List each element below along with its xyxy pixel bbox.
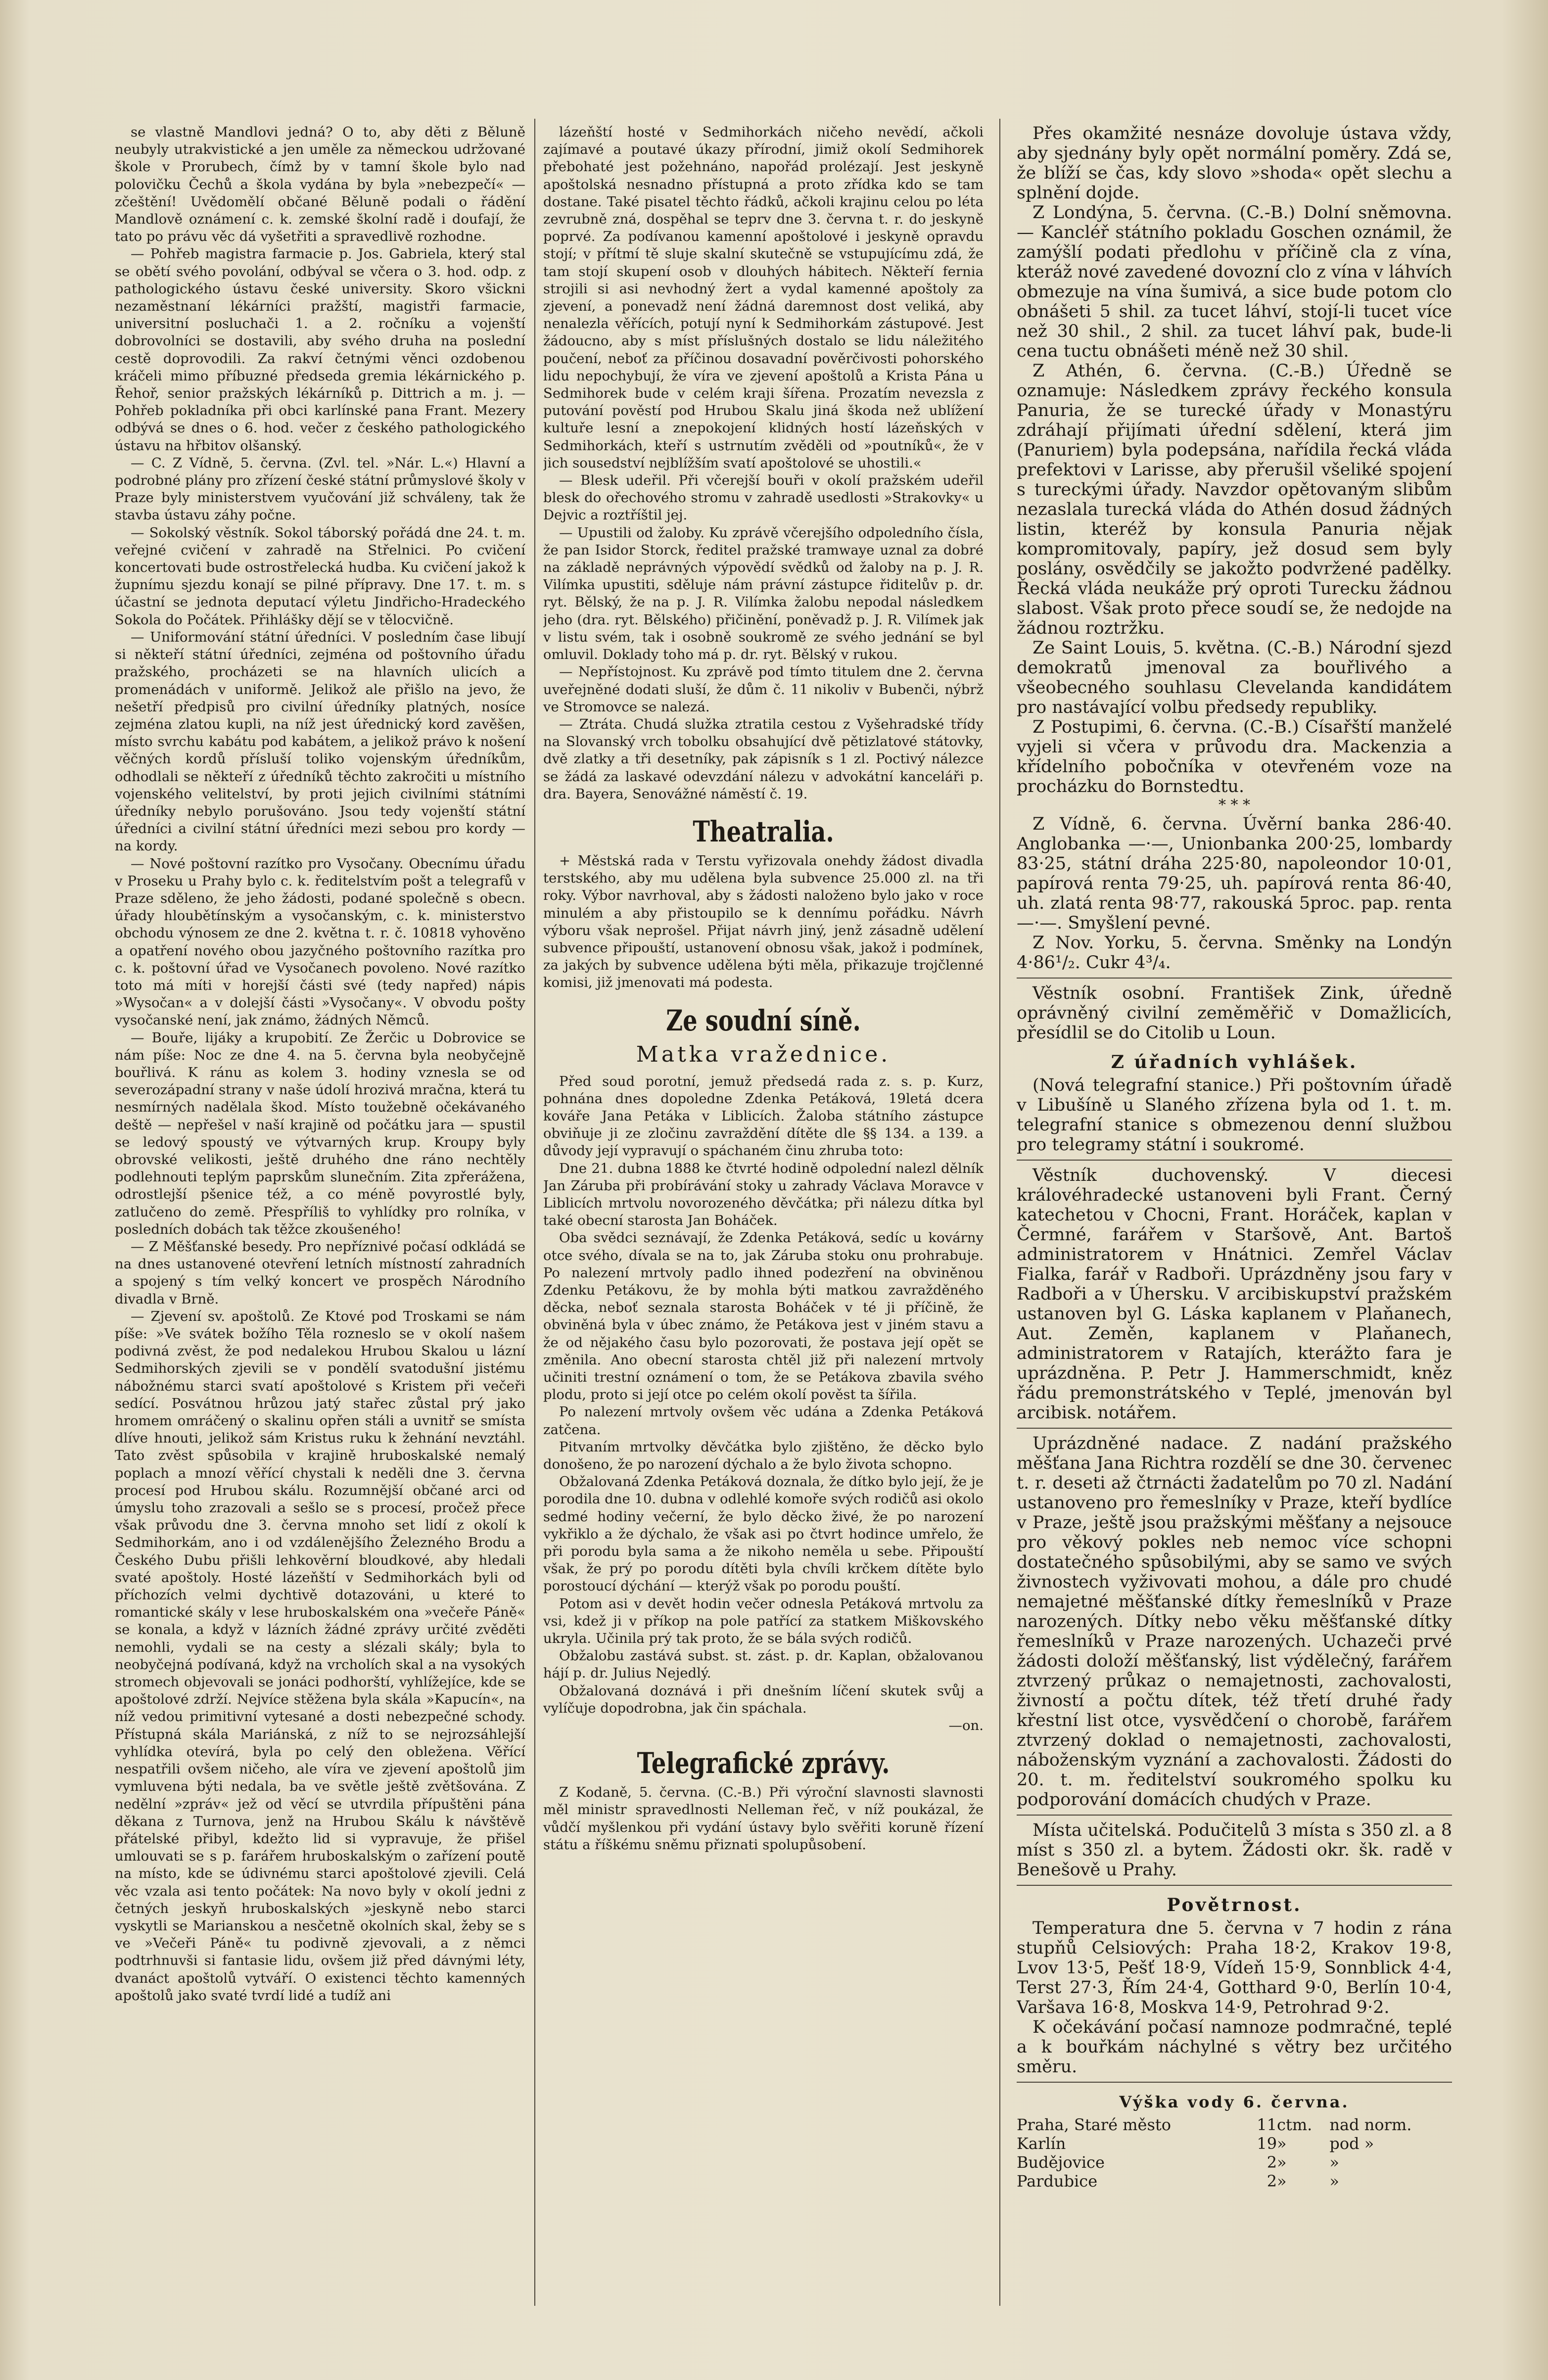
section-heading-office: Z úřadních vyhlášek.	[1111, 1052, 1358, 1073]
water-value: 11	[1257, 2115, 1277, 2134]
author-signature: —on.	[948, 1718, 984, 1734]
article-paragraph: — Bouře, lijáky a krupobití. Ze Žerčic u Dobrovice se nám píše: Noc ze dne 4. na 5. června byla neobyčejně bouřlivá. K ránu as kolem 3. hodiny vznesla se od severozápadní strany v naše údolí hrozivá mračna, která tu nesmírných nadělala škod. Místo toužebně očekávaného deště — nepřešel v naší krajině od počátku jara — spustil se ledový spoustý ve výtvarných krup. Kroupy byly obrovské velikosti, ještě druhého dne ráno nechtěly podlehnouti teplým paprskům slunečním. Zita zpřerážena, odrostlejší pšenice též, a co méně povyrostlé byly, zatlučeno do země. Přespříliš to vyhlídky pro rolníka, v posledních dobách tak těžce zkoušeného!	[115, 1029, 525, 1237]
water-note: »	[1329, 2172, 1339, 2191]
teacher-notice: Místa učitelská. Podučitelů 3 místa s 350 zl. a 8 míst s 350 zl. a bytem. Žádosti okr. šk. radě v Benešově u Prahy.	[1017, 1820, 1452, 1880]
water-value: 2	[1267, 2153, 1277, 2172]
water-unit: ctm.	[1277, 2115, 1313, 2134]
section-heading-water: Výška vody 6. června.	[1119, 2093, 1350, 2111]
water-place: Praha, Staré město	[1017, 2115, 1172, 2134]
water-note: »	[1329, 2153, 1339, 2172]
weather-forecast: K očekávání počasí namnoze podmračné, teplé a k bouřkám náchylné s větry bez určitého směru.	[1017, 2017, 1452, 2077]
personal-news: Věstník osobní. František Zink, úředně oprávněný civilní zeměměřič v Domažlicích, přesídlil se do Citolib u Loun.	[1017, 983, 1452, 1043]
divider	[1017, 1815, 1452, 1816]
column-left	[115, 124, 525, 2311]
article-paragraph: — Sokolský věstník. Sokol táborský pořádá dne 24. t. m. veřejné cvičení v zahradě na Střelnici. Po cvičení koncertovati bude ostrostřelecká hudba. Ku cvičení jakož k župnímu sjezdu konají se pilné přípravy. Dne 17. t. m. s účastní se jednota deputací výletu Jindřicho-Hradeckého Sokola do Počátek. Přihlášky dějí se v tělocvičně.	[115, 524, 525, 628]
clergy-news: Věstník duchovenský. V diecesi královéhradecké ustanoveni byli Frant. Černý katechetou v Chocni, Frant. Horáček, kaplan v Čermné, farářem v Staršově, Ant. Bartoš administratorem v Hnátnici. Zemřel Václav Fialka, farář v Radboři. Uprázdněny jsou fary v Radboři a v Úhersku. V arcibiskupství pražském ustanoven byl G. Láska kaplanem v Plaňanech, Aut. Zeměn, kaplanem v Plaňanech, administratorem v Ratajích, kterážto fara je uprázdněna. P. Petr J. Hammerschmidt, kněz řádu premonstrátského v Teplé, jmenován byl arcibisk. notářem.	[1017, 1166, 1452, 1423]
article-paragraph: Pitvaním mrtvolky děvčátka bylo zjištěno, že děcko bylo donošeno, že po narození dýchalo a že bylo života schopno.	[543, 1439, 984, 1473]
article-paragraph: se vlastně Mandlovi jedná? O to, aby děti z Běluně neubyly utrakvistické a jen uměle za německou udržované škole v Prorubech, čímž by v tamní škole bylo nad polovičku Čechů a škola vydána by byla »nebezpečí« — zčeštění! Uvědomělí občané Běluně podali o řádění Mandlově oznámení c. k. zemské školní radě i doufají, že tato po právu věc dá vyšetřiti a spravedlivě rozhodne.	[115, 124, 525, 245]
water-level-table	[1017, 2115, 1452, 2191]
article-paragraph: — Upustili od žaloby. Ku zprávě včerejšího odpoledního čísla, že pan Isidor Storck, ředitel pražské tramwaye uznal za dobré na základě neprávných výpovědí svědků od žaloby na p. J. R. Vilímka upustiti, sděluje nám právní zástupce řiditelův p. dr. ryt. Bělský, že na p. J. R. Vilímka žalobu nepodal následkem jeho (dra. ryt. Bělského) přičinění, poněvadž p. J. R. Vilímek jak v listu svém, tak i osobně soukromě ze svého jednání se byl omluvil. Doklady toho má p. dr. ryt. Bělský v rukou.	[543, 524, 984, 663]
market-report: Z Vídně, 6. června. Úvěrní banka 286·40. Anglobanka —·—, Unionbanka 200·25, lombardy 83·25, státní dráha 225·80, napoleondor 10·01, papírová renta 79·25, uh. papírová renta 86·40, uh. zlatá renta 98·77, rakouská 5proc. pap. renta —·—. Smyšlení pevné.	[1017, 814, 1452, 933]
article-paragraph: — Pohřeb magistra farmacie p. Jos. Gabriela, který stal se obětí svého povolání, odbýval se včera o 3. hod. odp. z pathologického ústavu české university. Skoro všickni nezaměstnaní lékárníci pražští, magistři farmacie, universitní posluchači 1. a 2. ročníku a vojenští dobrovolníci se dostavili, aby svého druha na poslední cestě doprovodili. Za rakví četnými věnci ozdobenou kráčeli mimo příbuzné předseda gremia lékárnického p. Řehoř, senior pražských lékárníků p. Dittrich a m. j. — Pohřeb pokladníka při obci karlínské pana Frant. Mezery odbývá se dnes o 6. hod. večer z českého pathologického ústavu na hřbitov olšanský.	[115, 246, 525, 454]
table-row	[1017, 2115, 1452, 2134]
article-paragraph: Z Kodaně, 5. června. (C.-B.) Při výroční slavnosti slavnosti měl ministr spravedlnosti Nelleman řeč, v níž poukázal, že vůdčí myšlenkou při vydání ústavy bylo svěřiti koruně řízení státu a říškému sněmu přiznati spolupůsobení.	[543, 1784, 984, 1853]
article-paragraph: — Z Měšťanské besedy. Pro nepříznivé počasí odkládá se na dnes ustanovené otevření letních místností zahradních a spojený s tím velký koncert ve prospěch Národního divadla v Brně.	[115, 1239, 525, 1307]
article-paragraph: — Ztráta. Chudá služka ztratila cestou z Vyšehradské třídy na Slovanský vrch tobolku obsahující dvě pětizlatové státovky, dvě zlatky a tři desetníky, pak zápisník s 1 zl. Poctivý nálezce se žádá za laskavé odevzdání nálezu v advokátní kanceláři p. dra. Bayera, Senovážné náměstí č. 19.	[543, 716, 984, 802]
water-place: Pardubice	[1017, 2172, 1098, 2191]
article-paragraph: Obžalovaná Zdenka Petáková doznala, že dítko bylo její, že je porodila dne 10. dubna v odlehlé komoře svých rodičů asi okolo sedmé hodiny večerní, že bylo děcko živé, že po narození vykřiklo a že dýchalo, že však asi po čtvrt hodince umřelo, že při porodu byla sama a že nikoho neměla u sebe. Připouští však, že prý po porodu dítěti byla chvíli krčkem dítěte bylo porostoucí dýchání — kterýž však po porodu pouští.	[543, 1474, 984, 1594]
section-heading-weather: Povětrnost.	[1167, 1895, 1302, 1915]
water-note: nad norm.	[1329, 2115, 1412, 2134]
article-paragraph: Z Postupimi, 6. června. (C.-B.) Císařští manželé vyjeli si včera v průvodu dra. Mackenzia a křídelního pobočníka v otevřeném voze na procházku do Bornstedtu.	[1017, 717, 1452, 796]
article-paragraph: Po nalezení mrtvoly ovšem věc udána a Zdenka Petáková zatčena.	[543, 1404, 984, 1438]
article-paragraph: Oba svědci seznávají, že Zdenka Petáková, sedíc u kovárny otce svého, dívala se na to, jak Záruba stoku onu prohrabuje. Po nalezení mrtvoly padlo ihned podezření na obviněnou Zdenku Petákovu, že by mohla býti matkou zavražděného děcka, neboť seznala starosta Boháček v té ji příčině, že obviněná byla v úbec známo, že Petákova jest v jiném stavu a že od nějakého času bylo pozorovati, že postava její opět se změnila. Ano obecní starosta chtěl již při nalezení mrtvoly učiniti trestní oznámení o tom, že se Petákova zbavila svého plodu, proto si její otce po celém okolí pověst ta šířila.	[543, 1230, 984, 1403]
article-paragraph: Dne 21. dubna 1888 ke čtvrté hodině odpolední nalezl dělník Jan Záruba při probírávání stoky u zahrady Václava Moravce v Liblicích mrtvolu novorozeného děvčátka; při nálezu dítka byl také obecní starosta Jan Boháček.	[543, 1160, 984, 1229]
article-paragraph: Potom asi v devět hodin večer odnesla Petáková mrtvolu za vsi, kdež ji v příkop na pole patřící za statkem Miškovského ukryla. Učinila prý tak proto, že se bála svých rodičů.	[543, 1595, 984, 1647]
water-note: pod »	[1329, 2134, 1374, 2153]
article-paragraph: — Blesk udeřil. Při včerejší bouři v okolí pražském udeřil blesk do ořechového stromu v zahradě usedlosti »Strakovky« u Dejvic a roztříštil jej.	[543, 472, 984, 523]
section-heading-theatralia: Theatralia.	[693, 814, 834, 848]
water-place: Budějovice	[1017, 2153, 1105, 2172]
article-paragraph: Před soud porotní, jemuž předsedá rada z. s. p. Kurz, pohnána dnes dopoledne Zdenka Petáková, 19letá dcera kováře Jana Petáka v Liblicích. Žaloba státního zástupce obviňuje ji ze zločinu zavraždění dítěte dle §§ 134. a 139. a důvody její vypravují o spáchaném činu zhruba toto:	[543, 1073, 984, 1159]
water-value: 19	[1257, 2134, 1277, 2153]
article-paragraph: Přes okamžité nesnáze dovoluje ústava vždy, aby sjednány byly opět normální poměry. Zdá se, že blíží se čas, kdy slovo »shoda« opět slechu a splnění dojde.	[1017, 124, 1452, 203]
table-row	[1017, 2134, 1452, 2153]
office-notice: (Nová telegrafní stanice.) Při poštovním úřadě v Libušíně u Slaného zřízena byla od 1. t. m. telegrafní stanice s obmezenou denní službou pro telegramy státní i soukromé.	[1017, 1075, 1452, 1155]
divider	[1017, 978, 1452, 979]
divider	[1017, 1428, 1452, 1429]
article-subheading: Matka vražednice.	[636, 1041, 891, 1067]
article-paragraph: + Městská rada v Terstu vyřizovala onehdy žádost divadla terstského, aby mu udělena byla subvence 25.000 zl. na tři roky. Výbor navrhoval, aby s žádosti naloženo bylo jako v roce minulém a aby přistoupilo se k dennímu pořádku. Návrh výboru však neprošel. Přijat návrh jiný, jenž zásadně udělení subvence připouští, ustanovení obnosu však, jakož i podmínek, za jakých by subvence udělena býti měla, přikazuje trojčlenné komisi, již jmenovati má podesta.	[543, 852, 984, 991]
article-paragraph: — Nové poštovní razítko pro Vysočany. Obecnímu úřadu v Proseku u Prahy bylo c. k. ředitelstvím pošt a telegrafů v Praze sděleno, že jeho žádosti, podané společně s obecn. úřady hloubětínským a vysočanským, c. k. ministerstvo obchodu výnosem ze dne 2. května t. r. č. 10818 vyhověno a opatření nového obou jazyčného poštovního razítka pro c. k. poštovní úřad ve Vysočanech povoleno. Nové razítko toto má míti v horejší části své (tedy napřed) nápis »Wysočan« a v dolejší části »Vysočany«. V obvodu pošty vysočanské není, jak známo, žádných Němců.	[115, 855, 525, 1028]
article-paragraph: Z Athén, 6. června. (C.-B.) Úředně se oznamuje: Následkem zprávy řeckého konsula Panuria, že se turecké úřady v Monastýru zdráhají přijímati úřední sdělení, která jim (Panuriem) byla podepsána, nařídila řecká vláda prefektovi v Larisse, aby přerušil všeliké spojení s tureckými úřady. Navzdor opětovaným slibům nezaslala turecká vláda do Athén dosud žádných listin, kteréž by konsula Panuria nějak kompromitovaly, papíry, jež dosud sem byly poslány, osvědčily se jakožto podvržené padělky. Řecká vláda neukáže prý oproti Turecku žádnou slabost. Však proto přece soudí se, že nedojde na žádnou roztržku.	[1017, 361, 1452, 638]
water-unit: »	[1277, 2134, 1287, 2153]
column-rule	[999, 119, 1000, 2306]
article-paragraph: — Zjevení sv. apoštolů. Ze Ktové pod Troskami se nám píše: »Ve svátek božího Těla rozneslo se v okolí našem podivná zvěst, že pod nedalekou Hrubou Skalou u lázní Sedmihorských zjevili se v pondělí svatodušní jistému nábožnému starci svatí apoštolové s Kristem při večeři sedící. Posvátnou hrůzou jatý stařec zůstal prý jako hromem omráčený o skalinu opřen stáli a uvnitř se smísta dlíve hnouti, jelikož sám Kristus ruku k žehnání nevztáhl. Tato zvěst spůsobila v krajině hruboskalské nemalý poplach a mnozí věřící chystali k neděli dne 3. června procesí pod Hrubou skálu. Rozumnější občané arci od úmyslu toho zrazovali a sešlo se s procesí, pročež přece však průvodu dne 3. června mnoho set lidí z okolí k Sedmihorkám, ano i od vzdálenějšího Železného Brodu a Českého Dubu přišli lehkověrní bloudkové, aby hledali svaté apoštoly. Hosté lázeňští v Sedmihorkách byli od příchozích velmi dychtivě dotazováni, u které to romantické skály v lese hruboskalském ona »večeře Páně« se konala, a když v lázních žádné zprávy určité zvěděti nemohli, vydali se na cesty a slézali skály; byla to neobyčejná podívaná, když na vrcholích skal a na vysokých stromech objevovali se jonáci podhorští, vyhlížejíce, kde se apoštolové zdrží. Nejvíce stěžena byla skála »Kapucín«, na níž vedou primitivní vytesané a dosti nebezpečné schody. Přístupná skála Mariánská, z níž to se nejrozsáhlejší vyhlídka otevírá, byla po celý den obležena. Věřící nespatřili ovšem ničeho, ale víra ve zjevení apoštolů jim vymluvena býti nedala, ba ve světle ještě zvětšována. Z nedělní »zpráv« jež od věcí se utvrdila přípuštěni pána děkana z Turnova, jenž na Hrubou Skálu k návštěvě přátelské přibyl, kdežto lid si vypravuje, že přišel umlouvati se s p. farářem hruboskalským o zařízení poutě na místo, kde se údivnému starci apoštolové zjevili. Celá věc vzala asi tento počátek: Na novo byly v okolí jedni z četných jeskyň hruboskalských »jeskyně nebo starci vyskytli se Marianskou a nesčetně okolních skal, žeby se s ve »Večeři Páně« tu podivně zjevovali, a z němci podtrhnuvši si fantasie lidu, ovšem již před dávnými léty, dvanáct apoštolů vytváří. O existenci těchto kamenných apoštolů jako svaté tvrdí lidé a tudíž ani	[115, 1308, 525, 2004]
column-rule	[534, 119, 535, 2306]
water-unit: »	[1277, 2172, 1287, 2191]
section-separator-stars: * * *	[1218, 796, 1251, 814]
water-value: 2	[1267, 2172, 1277, 2191]
article-paragraph: Z Londýna, 5. června. (C.-B.) Dolní sněmovna. — Kancléř státního pokladu Goschen oznámil, že zamýšlí podati předlohu v příčině cla z vína, kteráž nové zavedené dovozní clo z vína v láhvích obmezuje na vína šumivá, a sice bude potom clo obnášeti 5 shil. za tucet láhví, stojí-li tucet více než 30 shil., 2 shil. za tucet láhví pak, bude-li cena tuctu obnášeti méně než 30 shil.	[1017, 203, 1452, 361]
weather-report: Temperatura dne 5. června v 7 hodin z rána stupňů Celsiových: Praha 18·2, Krakov 19·8, Lvov 13·5, Pešť 18·9, Vídeň 15·9, Sonnblick 4·4, Terst 27·3, Řím 24·4, Gotthard 9·0, Berlín 10·4, Varšava 16·8, Moskva 14·9, Petrohrad 9·2.	[1017, 1918, 1452, 2017]
section-heading-telegraph: Telegrafické zprávy.	[637, 1746, 890, 1780]
market-report: Z Nov. Yorku, 5. června. Směnky na Londýn 4·86¹/₂. Cukr 4³/₄.	[1017, 933, 1452, 973]
article-paragraph: Obžalovaná doznává i při dnešním líčení skutek svůj a vylíčuje dopodrobna, jak čin spáchala.	[543, 1682, 984, 1716]
section-heading-court: Ze soudní síně.	[666, 1003, 861, 1037]
water-unit: »	[1277, 2153, 1287, 2172]
vacancy-notice: Uprázdněné nadace. Z nadání pražského měšťana Jana Richtra rozdělí se dne 30. červenec t. r. deseti až čtrnácti žadatelům po 70 zl. Nadání ustanoveno pro řemeslníky v Praze, kteří bydlíce v Praze, ještě jsou pražskými měšťany a nejsouce pro věkový pokles neb nemoc více schopni dostatečného spůsobilými, aby se samo ve svých živnostech vyživovati mohou, a dále pro chudé nemajetné měšťanské dítky řemeslníků v Praze narozených. Dítky nebo věku měšťanské dítky řemeslníků v Praze narozených. Uchazeči prvé žádosti doloží měšťanský, list výdělečný, farářem ztvrzený průkaz o nemajetnosti, zachovalosti, živností a počtu dítek, též třetí druhé řady křestní list otce, vysvědčení o chorobě, farářem ztvrzený doklad o nemajetnosti, zachovalosti, náboženským vyznání a zachovalosti. Žádosti do 20. t. m. ředitelství soukromého spolku ku podporování domácích chudých v Praze.	[1017, 1434, 1452, 1810]
divider	[1017, 1885, 1452, 1886]
article-paragraph: Ze Saint Louis, 5. května. (C.-B.) Národní sjezd demokratů jmenoval za bouřlivého a všeobecného souhlasu Clevelanda kandidátem pro nastávající volbu předsedy republiky.	[1017, 638, 1452, 717]
divider	[1017, 1160, 1452, 1161]
water-place: Karlín	[1017, 2134, 1066, 2153]
article-paragraph: — Uniformování státní úředníci. V posledním čase libují si někteří státní úředníci, zejména od poštovního úřadu pražského, procházeti se na hlavních ulicích a promenádách v uniformě. Jelikož ale přišlo na jevo, že nešetří předpisů pro civilní úředníky platných, nosíce zejména zlatou kupli, na níž jest úřednický kord zavěšen, místo svrchu kabátu pod kabátem, a jelikož právo k nošení věčných kordů přísluší toliko vojenským úředníkům, odhodlali se někteří z úředníků těchto zakročiti u místního vojenského velitelství, by proti jejich civilními státními úředníky nebylo porušováno. Jsou tedy vojenští státní úředníci a civilní státní úředníci mezi sebou pro kordy — na kordy.	[115, 629, 525, 854]
article-paragraph: lázeňští hosté v Sedmihorkách ničeho nevědí, ačkoli zajímavé a poutavé úkazy přírodní, jimiž okolí Sedmihorek přebohaté jest požehnáno, napořád prolézají. Jest jeskyně apoštolská nesnadno přístupná a proto zřídka kdo se tam dostane. Také pisatel těchto řádků, ačkoli krajinu celou po léta zevrubně zná, dospěhal se teprv dne 3. června t. r. do jeskyně poprvé. Za podívanou kamenní apoštolové i jeskyně opravdu stojí; v přítmí tě sluje skalní skutečně se vstupujícímu zdá, že tam stojí skupení osob v dlouhých hábitech. Někteří fernia strojili si asi nevhodný žert a vydal kamenné apoštoly za zjevení, a ponevadž není žádná daremnost dost veliká, aby nenalezla věřících, potují nyní k Sedmihorkám zástupové. Jest žádoucno, aby s míst příslušných dostalo se lidu náležitého poučení, neboť za příčinou dosavadní pověrčivosti pohorského lidu nepochybují, že víra ve zjevení apoštolů a Krista Pána u Sedmihorek bude v celém kraji šířena. Prozatím nevezsla z putování pověstí pod Hrubou Skalu jiná škoda než ublížení kultuře lesní a znepokojení klidných hostí lázeňských v Sedmihorkách, kteří s ustrnutím zvěděli od »poutníků«, že v jich sousedství nejblížším svatí apoštolové se uhostili.«	[543, 124, 984, 471]
article-paragraph: — Nepřístojnost. Ku zprávě pod tímto titulem dne 2. června uveřejněné dodati sluší, že dům č. 11 nikoliv v Bubenči, nýbrž ve Stromovce se nalezá.	[543, 664, 984, 715]
article-paragraph: Obžalobu zastává subst. st. zást. p. dr. Kaplan, obžalovanou hájí p. dr. Julius Nejedlý.	[543, 1648, 984, 1681]
column-right	[1017, 124, 1452, 2311]
table-row	[1017, 2172, 1452, 2191]
article-paragraph: — C. Z Vídně, 5. června. (Zvl. tel. »Nár. L.«) Hlavní a podrobné plány pro zřízení české státní průmyslové školy v Praze byly ministerstvem vyučování již schváleny, tak že stavba ústavu záhy počne.	[115, 455, 525, 523]
table-row	[1017, 2153, 1452, 2172]
column-middle	[543, 124, 984, 2311]
divider	[1017, 2082, 1452, 2083]
